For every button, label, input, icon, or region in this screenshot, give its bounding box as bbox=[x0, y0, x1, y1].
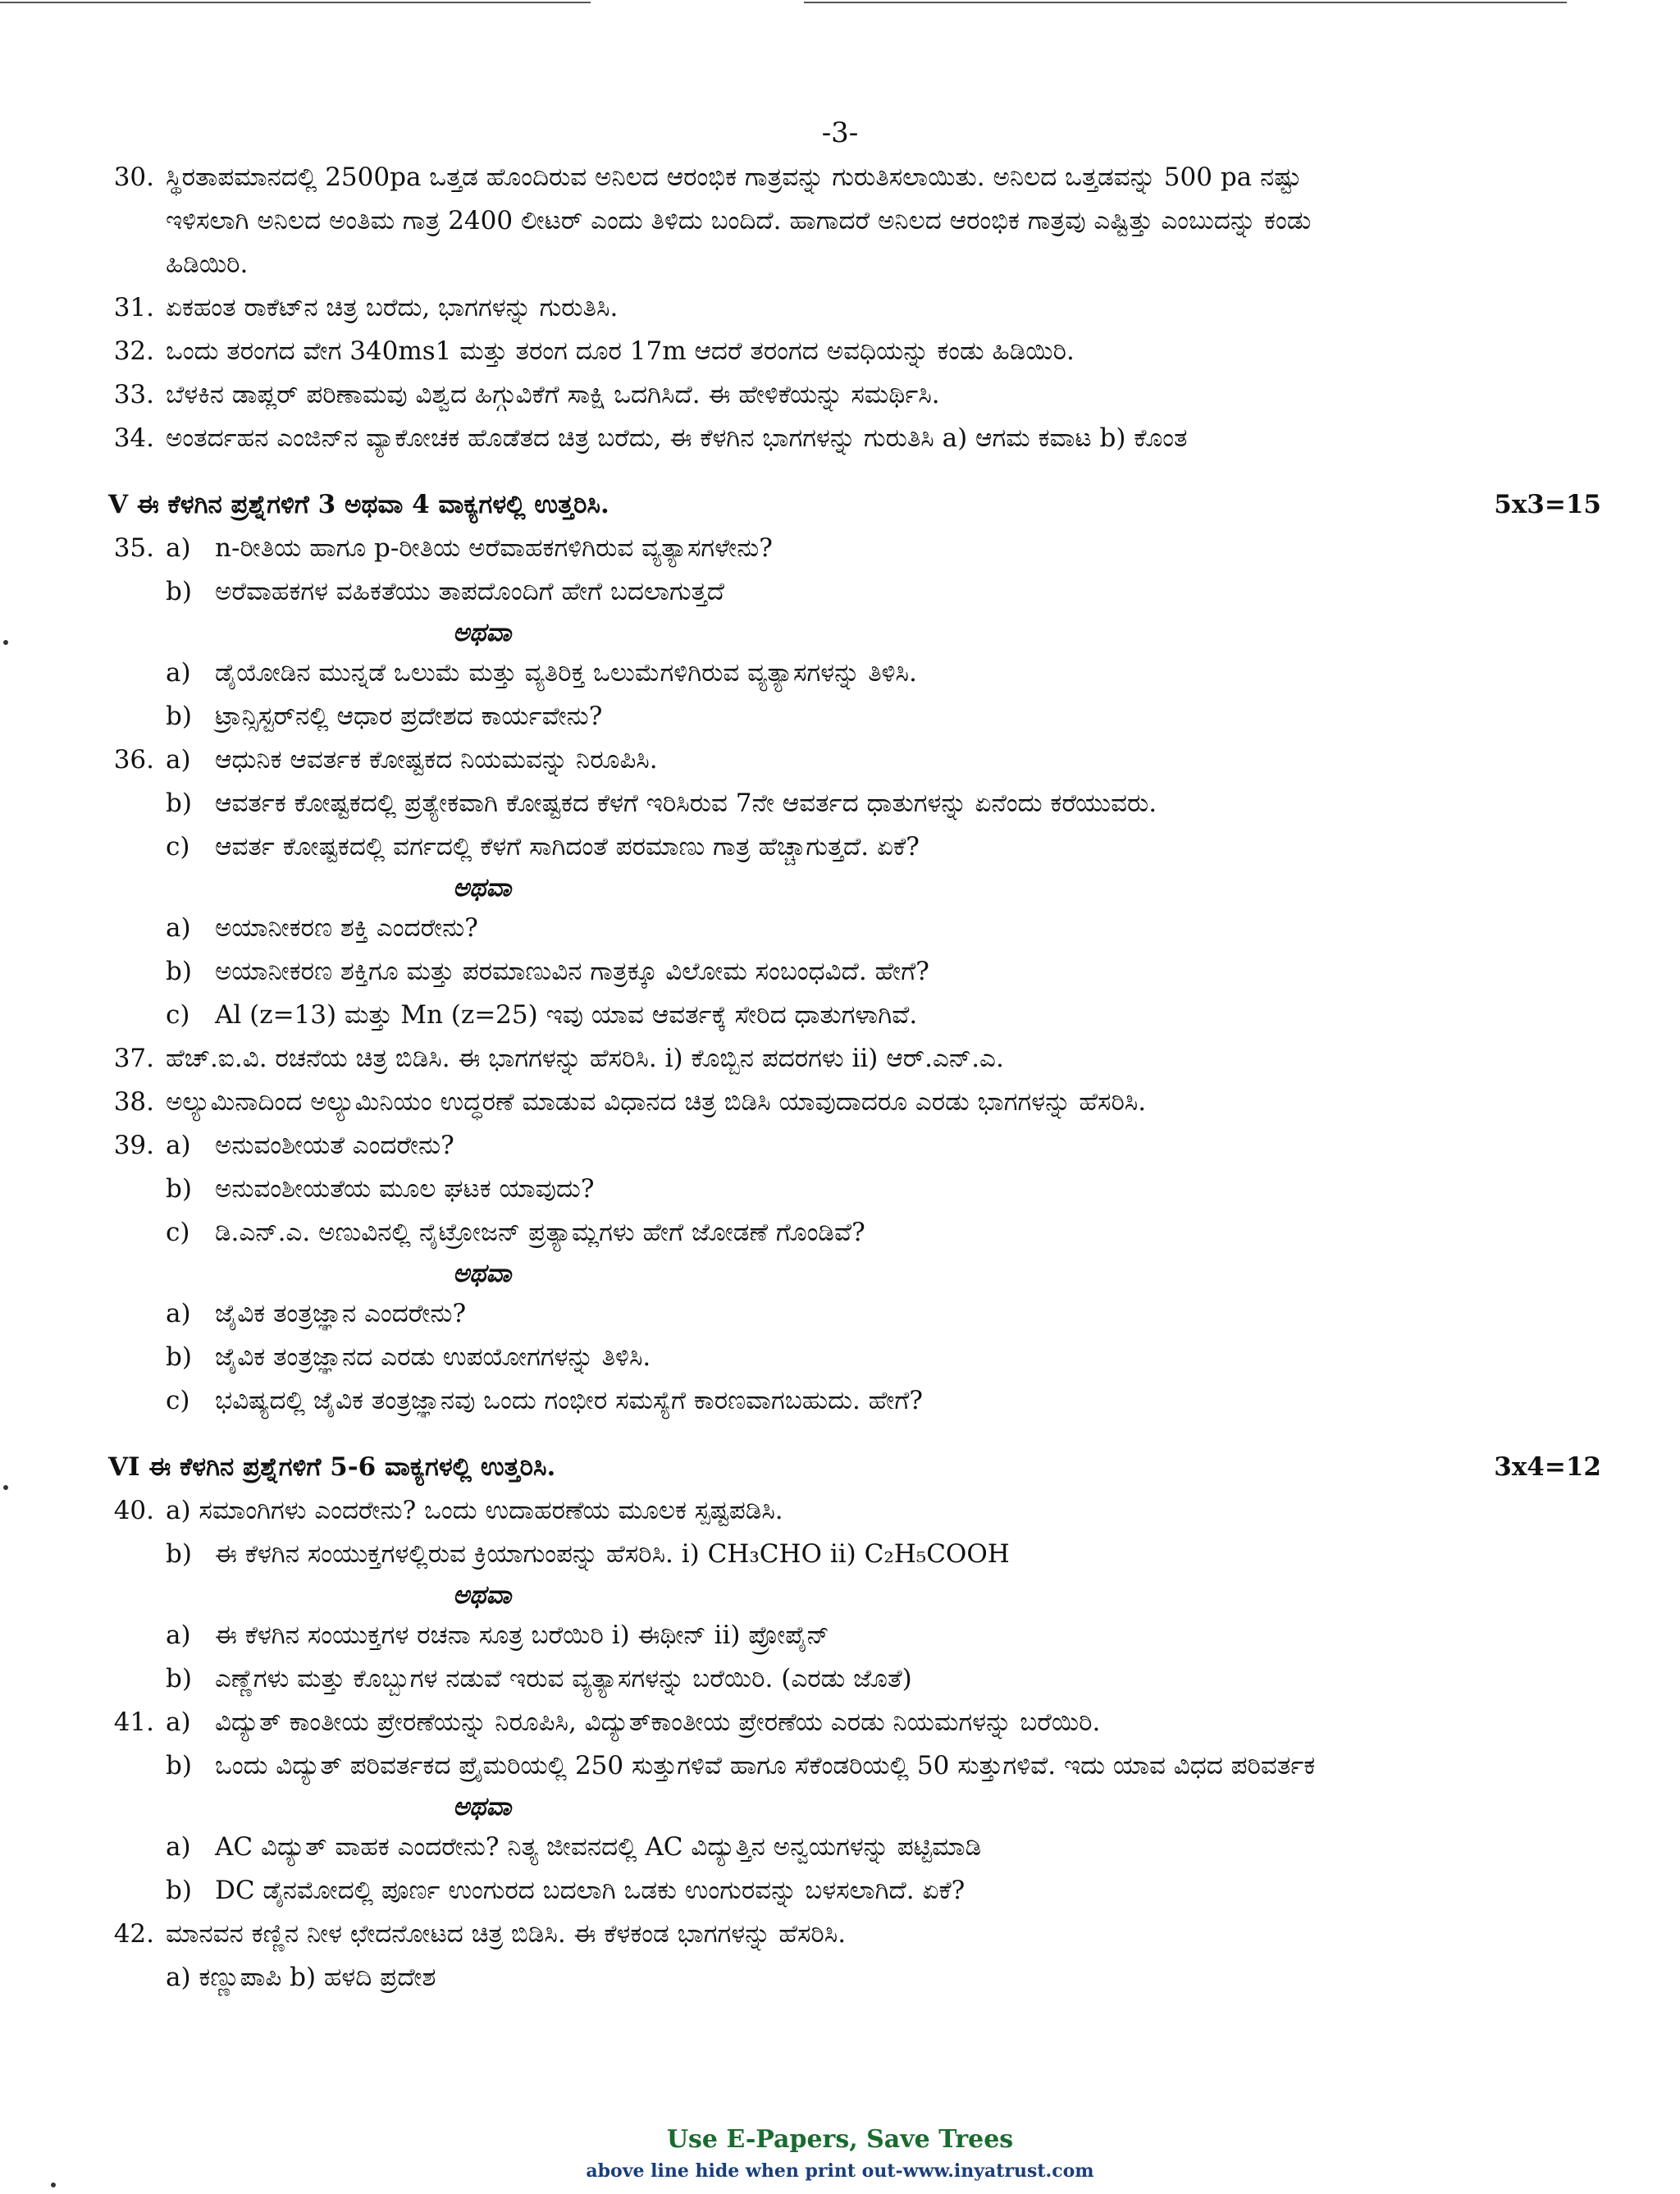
question-text: ಹೆಚ್.ಐ.ವಿ. ರಚನೆಯ ಚಿತ್ರ ಬಿಡಿಸಿ. ಈ ಭಾಗಗಳನ್ನು ಹೆಸರಿಸಿ. i) ಕೊಬ್ಬಿನ ಪದರಗಳು ii) ಆರ್.ಎನ್.ಎ. bbox=[166, 1044, 1004, 1073]
question-39e bbox=[108, 1336, 1601, 1379]
question-number: 33. bbox=[113, 380, 154, 409]
top-border-left bbox=[0, 2, 591, 3]
question-36a bbox=[108, 738, 1601, 782]
section-title: V ಈ ಕೆಳಗಿನ ಪ್ರಶ್ನೆಗಳಿಗೆ 3 ಅಥವಾ 4 ವಾಕ್ಯಗಳಲ್ಲಿ ಉತ್ತರಿಸಿ. bbox=[108, 490, 609, 519]
question-30-line-2 bbox=[108, 199, 1601, 243]
question-text: ಏಕಹಂತ ರಾಕೆಟ್‌ನ ಚಿತ್ರ ಬರೆದು, ಭಾಗಗಳನ್ನು ಗುರುತಿಸಿ. bbox=[166, 293, 619, 322]
question-number: 37. bbox=[113, 1044, 154, 1073]
question-37 bbox=[108, 1037, 1601, 1081]
sub-label: a) bbox=[166, 1707, 191, 1737]
question-40b bbox=[108, 1533, 1601, 1576]
question-text: ಒಂದು ವಿದ್ಯುತ್ ಪರಿವರ್ತಕದ ಪ್ರೈಮರಿಯಲ್ಲಿ 250 ಸುತ್ತುಗಳಿವೆ ಹಾಗೂ ಸೆಕೆಂಡರಿಯಲ್ಲಿ 50 ಸುತ್ತುಗಳಿವೆ. ಇದು ಯಾವ ವಿಧದ ಪರಿವರ್ತಕ bbox=[215, 1751, 1316, 1780]
section-vi-heading bbox=[108, 1446, 1601, 1489]
sub-label: a) bbox=[166, 1299, 191, 1328]
question-text: ಡಿ.ಎನ್.ಎ. ಅಣುವಿನಲ್ಲಿ ನೈಟ್ರೋಜನ್ ಪ್ರತ್ಯಾಮ್ಲಗಳು ಹೇಗೆ ಜೋಡಣೆ ಗೊಂಡಿವೆ? bbox=[215, 1218, 865, 1247]
question-text: AC ವಿದ್ಯುತ್ ವಾಹಕ ಎಂದರೇನು? ನಿತ್ಯ ಜೀವನದಲ್ಲಿ AC ವಿದ್ಯುತ್ತಿನ ಅನ್ವಯಗಳನ್ನು ಪಟ್ಟಿಮಾಡಿ bbox=[215, 1832, 982, 1862]
question-35a bbox=[108, 527, 1601, 570]
question-text: ಸ್ಥಿರತಾಪಮಾನದಲ್ಲಿ 2500pa ಒತ್ತಡ ಹೊಂದಿರುವ ಅನಿಲದ ಆರಂಭಿಕ ಗಾತ್ರವನ್ನು ಗುರುತಿಸಲಾಯಿತು. ಅನಿಲದ ಒತ್ತಡವನ್ನು 500 pa ನಷ್ಟು bbox=[166, 162, 1302, 192]
question-31 bbox=[108, 286, 1601, 330]
question-number: 34. bbox=[113, 423, 154, 453]
question-text: DC ಡೈನಮೋದಲ್ಲಿ ಪೂರ್ಣ ಉಂಗುರದ ಬದಲಾಗಿ ಒಡಕು ಉಂಗುರವನ್ನು ಬಳಸಲಾಗಿದೆ. ಏಕೆ? bbox=[215, 1876, 966, 1905]
sub-label: b) bbox=[166, 1174, 192, 1204]
sub-label: a) bbox=[166, 1832, 191, 1862]
question-40d bbox=[108, 1657, 1601, 1701]
section-marks: 3x4=12 bbox=[1494, 1452, 1601, 1482]
question-number: 40. bbox=[113, 1496, 154, 1525]
sub-label: b) bbox=[166, 577, 192, 606]
question-number: 36. bbox=[113, 745, 154, 775]
question-36c bbox=[108, 825, 1601, 869]
sub-label: a) bbox=[166, 658, 191, 688]
or-label: ಅಥವಾ bbox=[453, 1792, 512, 1821]
scan-speck bbox=[3, 1485, 8, 1490]
section-marks: 5x3=15 bbox=[1494, 490, 1601, 519]
section-v-heading bbox=[108, 483, 1601, 527]
or-label: ಅಥವಾ bbox=[453, 618, 512, 647]
question-text: ಅಲ್ಯುಮಿನಾದಿಂದ ಅಲ್ಯುಮಿನಿಯಂ ಉದ್ಧರಣೆ ಮಾಡುವ ವಿಧಾನದ ಚಿತ್ರ ಬಿಡಿಸಿ ಯಾವುದಾದರೂ ಎರಡು ಭಾಗಗಳನ್ನು ಹೆಸರಿಸಿ. bbox=[166, 1087, 1147, 1117]
section-title: VI ಈ ಕೆಳಗಿನ ಪ್ರಶ್ನೆಗಳಿಗೆ 5-6 ವಾಕ್ಯಗಳಲ್ಲಿ ಉತ್ತರಿಸಿ. bbox=[108, 1452, 556, 1482]
question-35b bbox=[108, 570, 1601, 614]
question-text: ವಿದ್ಯುತ್ ಕಾಂತೀಯ ಪ್ರೇರಣೆಯನ್ನು ನಿರೂಪಿಸಿ, ವಿದ್ಯುತ್‌ಕಾಂತೀಯ ಪ್ರೇರಣೆಯ ಎರಡು ನಿಯಮಗಳನ್ನು ಬರೆಯಿರಿ. bbox=[215, 1707, 1101, 1737]
question-text: ಹಿಡಿಯಿರಿ. bbox=[166, 249, 249, 279]
question-36b bbox=[108, 782, 1601, 825]
footer-slogan: Use E-Papers, Save Trees bbox=[666, 2125, 1014, 2154]
scan-speck bbox=[3, 640, 8, 645]
question-text: ಅನುವಂಶೀಯತೆ ಎಂದರೇನು? bbox=[215, 1131, 454, 1160]
top-border-lines bbox=[0, 0, 1680, 8]
top-border-right bbox=[804, 2, 1567, 3]
sub-label: c) bbox=[166, 1000, 190, 1030]
question-text: a) ಕಣ್ಣುಪಾಪಿ b) ಹಳದಿ ಪ್ರದೇಶ bbox=[166, 1963, 436, 1992]
question-number: 31. bbox=[113, 293, 154, 322]
sub-label: a) bbox=[166, 745, 191, 775]
sub-label: b) bbox=[166, 1751, 192, 1780]
sub-label: a) bbox=[166, 1620, 191, 1650]
question-text: ಟ್ರಾನ್ಸಿಸ್ಟರ್‌ನಲ್ಲಿ ಆಧಾರ ಪ್ರದೇಶದ ಕಾರ್ಯವೇನು? bbox=[215, 702, 603, 731]
question-35d bbox=[108, 695, 1601, 738]
question-text: ಮಾನವನ ಕಣ್ಣಿನ ನೀಳ ಛೇದನೋಟದ ಚಿತ್ರ ಬಿಡಿಸಿ. ಈ ಕೆಳಕಂಡ ಭಾಗಗಳನ್ನು ಹೆಸರಿಸಿ. bbox=[166, 1919, 847, 1949]
question-36e bbox=[108, 950, 1601, 994]
sub-label: b) bbox=[166, 788, 192, 818]
question-30-line-1 bbox=[108, 156, 1601, 199]
question-41d bbox=[108, 1869, 1601, 1913]
question-33 bbox=[108, 373, 1601, 417]
question-text: ಅಂತರ್ದಹನ ಎಂಜಿನ್‌ನ ವ್ಯಾಕೋಚಕ ಹೊಡೆತದ ಚಿತ್ರ ಬರೆದು, ಈ ಕೆಳಗಿನ ಭಾಗಗಳನ್ನು ಗುರುತಿಸಿ a) ಆಗಮ ಕವಾಟ b) ಕೊಂತ bbox=[166, 423, 1188, 453]
question-text: n-ರೀತಿಯ ಹಾಗೂ p-ರೀತಿಯ ಅರೆವಾಹಕಗಳಿಗಿರುವ ವ್ಯತ್ಯಾಸಗಳೇನು? bbox=[215, 533, 773, 563]
question-40c bbox=[108, 1614, 1601, 1657]
page-number: -3- bbox=[821, 117, 859, 149]
question-40a bbox=[108, 1489, 1601, 1533]
scan-speck bbox=[51, 2183, 56, 2187]
question-text: ಈ ಕೆಳಗಿನ ಸಂಯುಕ್ತಗಳ ರಚನಾ ಸೂತ್ರ ಬರೆಯಿರಿ i) ಈಥೀನ್ ii) ಪ್ರೋಪೈನ್ bbox=[215, 1620, 829, 1650]
sub-label: b) bbox=[166, 1539, 192, 1569]
sub-label: a) bbox=[166, 1131, 191, 1160]
question-39a bbox=[108, 1124, 1601, 1168]
sub-label: c) bbox=[166, 1218, 190, 1247]
question-36f bbox=[108, 994, 1601, 1037]
question-text: ಭವಿಷ್ಯದಲ್ಲಿ ಜೈವಿಕ ತಂತ್ರಜ್ಞಾನವು ಒಂದು ಗಂಭೀರ ಸಮಸ್ಯೆಗೆ ಕಾರಣವಾಗಬಹುದು. ಹೇಗೆ? bbox=[215, 1386, 923, 1415]
question-30-line-3 bbox=[108, 243, 1601, 286]
question-text: ಜೈವಿಕ ತಂತ್ರಜ್ಞಾನ ಎಂದರೇನು? bbox=[215, 1299, 467, 1328]
or-label: ಅಥವಾ bbox=[453, 1259, 512, 1288]
sub-label: b) bbox=[166, 957, 192, 986]
sub-label: c) bbox=[166, 1386, 190, 1415]
question-text: ಅಯಾನೀಕರಣ ಶಕ್ತಿ ಎಂದರೇನು? bbox=[215, 913, 478, 943]
question-42 bbox=[108, 1913, 1601, 1956]
question-39b bbox=[108, 1168, 1601, 1211]
sub-label: b) bbox=[166, 1342, 192, 1372]
question-text: ಬೆಳಕಿನ ಡಾಪ್ಲರ್ ಪರಿಣಾಮವು ವಿಶ್ವದ ಹಿಗ್ಗುವಿಕೆಗೆ ಸಾಕ್ಷಿ ಒದಗಿಸಿದೆ. ಈ ಹೇಳಿಕೆಯನ್ನು ಸಮರ್ಥಿಸಿ. bbox=[166, 380, 940, 409]
question-text: ಆವರ್ತಕ ಕೋಷ್ಟಕದಲ್ಲಿ ಪ್ರತ್ಯೇಕವಾಗಿ ಕೋಷ್ಟಕದ ಕೆಳಗೆ ಇರಿಸಿರುವ 7ನೇ ಆವರ್ತದ ಧಾತುಗಳನ್ನು ಏನೆಂದು ಕರೆಯುವರು. bbox=[215, 788, 1157, 818]
question-number: 41. bbox=[113, 1707, 154, 1737]
question-41c bbox=[108, 1826, 1601, 1869]
question-number: 39. bbox=[113, 1131, 154, 1160]
or-label: ಅಥವಾ bbox=[453, 1580, 512, 1610]
question-39d bbox=[108, 1292, 1601, 1336]
sub-label: b) bbox=[166, 1664, 192, 1693]
question-32 bbox=[108, 330, 1601, 373]
question-39f bbox=[108, 1379, 1601, 1423]
sub-label: a) bbox=[166, 533, 191, 563]
question-34 bbox=[108, 417, 1601, 460]
question-text: a) ಸಮಾಂಗಿಗಳು ಎಂದರೇನು? ಒಂದು ಉದಾಹರಣೆಯ ಮೂಲಕ ಸ್ಪಷ್ಟಪಡಿಸಿ. bbox=[166, 1496, 783, 1525]
sub-label: b) bbox=[166, 1876, 192, 1905]
question-number: 32. bbox=[113, 336, 154, 366]
sub-label: b) bbox=[166, 702, 192, 731]
question-text: ಎಣ್ಣೆಗಳು ಮತ್ತು ಕೊಬ್ಬುಗಳ ನಡುವೆ ಇರುವ ವ್ಯತ್ಯಾಸಗಳನ್ನು ಬರೆಯಿರಿ. (ಎರಡು ಜೊತೆ) bbox=[215, 1664, 912, 1693]
question-number: 35. bbox=[113, 533, 154, 563]
question-text: Al (z=13) ಮತ್ತು Mn (z=25) ಇವು ಯಾವ ಆವರ್ತಕ್ಕೆ ಸೇರಿದ ಧಾತುಗಳಾಗಿವೆ. bbox=[215, 1000, 918, 1030]
sub-label: a) bbox=[166, 913, 191, 943]
question-text: ಒಂದು ತರಂಗದ ವೇಗ 340ms1 ಮತ್ತು ತರಂಗ ದೂರ 17m ಆದರೆ ತರಂಗದ ಅವಧಿಯನ್ನು ಕಂಡು ಹಿಡಿಯಿರಿ. bbox=[166, 336, 1075, 366]
question-text: ಈ ಕೆಳಗಿನ ಸಂಯುಕ್ತಗಳಲ್ಲಿರುವ ಕ್ರಿಯಾಗುಂಪನ್ನು ಹೆಸರಿಸಿ. i) CH₃CHO ii) C₂H₅COOH bbox=[215, 1539, 1010, 1569]
question-text: ಜೈವಿಕ ತಂತ್ರಜ್ಞಾನದ ಎರಡು ಉಪಯೋಗಗಳನ್ನು ತಿಳಿಸಿ. bbox=[215, 1342, 651, 1372]
question-text: ಅರೆವಾಹಕಗಳ ವಹಿಕತೆಯು ತಾಪದೊಂದಿಗೆ ಹೇಗೆ ಬದಲಾಗುತ್ತದೆ bbox=[215, 577, 724, 606]
question-number: 42. bbox=[113, 1919, 154, 1949]
question-text: ಡೈಯೋಡಿನ ಮುನ್ನಡೆ ಒಲುಮೆ ಮತ್ತು ವ್ಯತಿರಿಕ್ತ ಒಲುಮೆಗಳಿಗಿರುವ ವ್ಯತ್ಯಾಸಗಳನ್ನು ತಿಳಿಸಿ. bbox=[215, 658, 917, 688]
question-text: ಇಳಿಸಲಾಗಿ ಅನಿಲದ ಅಂತಿಮ ಗಾತ್ರ 2400 ಲೀಟರ್ ಎಂದು ತಿಳಿದು ಬಂದಿದೆ. ಹಾಗಾದರೆ ಅನಿಲದ ಆರಂಭಿಕ ಗಾತ್ರವು ಎಷ್ಟಿತ್ತು ಎಂಬುದನ್ನು ಕಂಡು bbox=[166, 206, 1312, 235]
or-label: ಅಥವಾ bbox=[453, 873, 512, 903]
question-text: ಆವರ್ತ ಕೋಷ್ಟಕದಲ್ಲಿ ವರ್ಗದಲ್ಲಿ ಕೆಳಗೆ ಸಾಗಿದಂತೆ ಪರಮಾಣು ಗಾತ್ರ ಹೆಚ್ಚಾಗುತ್ತದೆ. ಏಕೆ? bbox=[215, 832, 920, 862]
question-text: ಅಯಾನೀಕರಣ ಶಕ್ತಿಗೂ ಮತ್ತು ಪರಮಾಣುವಿನ ಗಾತ್ರಕ್ಕೂ ವಿಲೋಮ ಸಂಬಂಧವಿದೆ. ಹೇಗೆ? bbox=[215, 957, 929, 986]
question-number: 30. bbox=[113, 162, 154, 192]
question-number: 38. bbox=[113, 1087, 154, 1117]
question-text: ಅನುವಂಶೀಯತೆಯ ಮೂಲ ಘಟಕ ಯಾವುದು? bbox=[215, 1174, 595, 1204]
question-41a bbox=[108, 1701, 1601, 1744]
question-42-parts bbox=[108, 1956, 1601, 2000]
sub-label: c) bbox=[166, 832, 190, 862]
question-39c bbox=[108, 1211, 1601, 1255]
question-35c bbox=[108, 651, 1601, 695]
question-body bbox=[108, 156, 1601, 2000]
footer-note: above line hide when print out-www.inyatrust.com bbox=[586, 2160, 1094, 2182]
question-36d bbox=[108, 907, 1601, 950]
question-38 bbox=[108, 1081, 1601, 1124]
question-text: ಆಧುನಿಕ ಆವರ್ತಕ ಕೋಷ್ಟಕದ ನಿಯಮವನ್ನು ನಿರೂಪಿಸಿ. bbox=[215, 745, 658, 775]
question-41b bbox=[108, 1744, 1601, 1788]
